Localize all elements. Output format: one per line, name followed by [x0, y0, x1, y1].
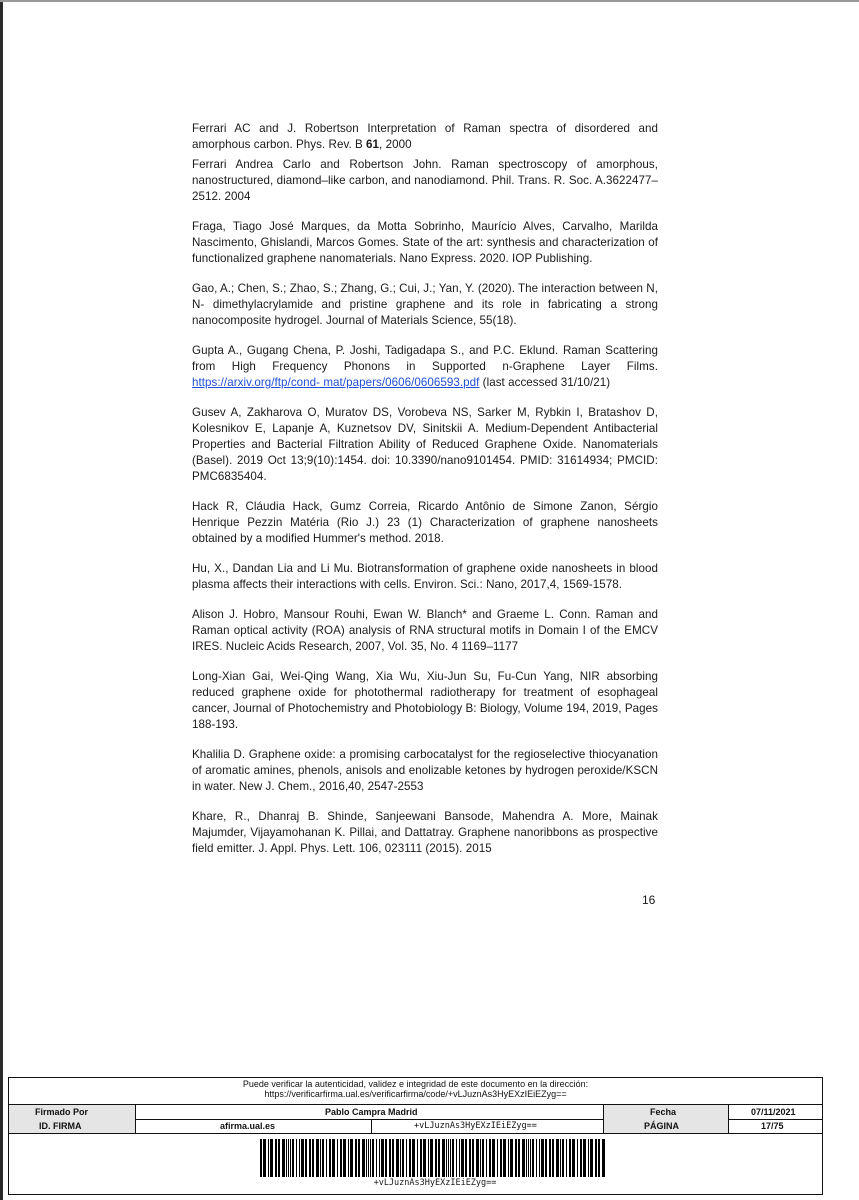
barcode-bar: [309, 1139, 311, 1177]
barcode-bar: [450, 1139, 451, 1177]
reference-entry: Gao, A.; Chen, S.; Zhao, S.; Zhang, G.; Cui, J.; Yan, Y. (2020). The interaction between N, N- dimethylacrylamide and pristine graphene and its role in fabricating a strong nanocomposite hydrogel. Journal of Materials Science, 55(18).: [192, 282, 658, 327]
reference-entry: Hu, X., Dandan Lia and Li Mu. Biotransformation of graphene oxide nanosheets in blood plasma affects their interactions with cells. Environ. Sci.: Nano, 2017,4, 1569-1578.: [192, 562, 658, 591]
barcode-bar: [602, 1139, 605, 1177]
reference-entry: Khalilia D. Graphene oxide: a promising carbocatalyst for the regioselective thiocyanation of aromatic amines, phenols, anisols and enolizable ketones by hydrogen peroxide/KSCN in water. New J. Chem., 2016,40, 2547-2553: [192, 748, 658, 793]
barcode-bar: [392, 1139, 394, 1177]
cell-divider: [728, 1119, 729, 1133]
barcode-bar: [278, 1139, 280, 1177]
barcode-bar: [312, 1139, 314, 1177]
barcode-bar: [286, 1139, 287, 1177]
barcode-text: +vLJuznAs3HyEXzIEiEZyg==: [373, 1178, 497, 1188]
barcode-bar: [412, 1139, 415, 1177]
barcode-bar: [461, 1139, 464, 1177]
barcode-bar: [583, 1139, 586, 1177]
barcode-bar: [381, 1139, 384, 1177]
barcode-bar: [588, 1139, 589, 1177]
barcode-bar: [442, 1139, 445, 1177]
page-label: PÁGINA: [604, 1119, 728, 1133]
page-number: 16: [642, 893, 656, 907]
verification-url[interactable]: https://verificarfirma.ual.es/verificarfirma/code/+vLJuznAs3HyEXzIEiEZyg==: [264, 1089, 567, 1099]
barcode-bar: [482, 1139, 484, 1177]
barcode-bar: [500, 1139, 502, 1177]
reference-entry: Alison J. Hobro, Mansour Rouhi, Ewan W. Blanch* and Graeme L. Conn. Raman and Raman optical activity (ROA) analysis of RNA structural motifs in Domain I of the EMCV IRES. Nucleic Acids Research, 2007, Vol. 35, No. 4 1169–1177: [192, 608, 658, 653]
page-value: 17/75: [761, 1121, 784, 1131]
barcode-bar: [469, 1139, 471, 1177]
barcode-bar: [406, 1139, 407, 1177]
barcode-bar: [260, 1139, 262, 1177]
barcode-bar: [417, 1139, 418, 1177]
barcode-bar: [366, 1139, 367, 1177]
barcode-bar: [577, 1139, 578, 1177]
barcode-bar: [385, 1139, 387, 1177]
verification-notice: [8, 1079, 823, 1099]
barcode-bar: [275, 1139, 277, 1177]
barcode-bar: [489, 1139, 491, 1177]
barcode-bar: [348, 1139, 349, 1177]
barcode-bar: [296, 1139, 297, 1177]
id-host: afirma.ual.es: [220, 1121, 276, 1131]
signer-row: [9, 1104, 822, 1120]
barcode-bar: [569, 1139, 571, 1177]
barcode-bar: [263, 1139, 266, 1177]
barcode-bar: [528, 1139, 529, 1177]
id-label: ID. FIRMA: [9, 1119, 135, 1133]
barcode-bar: [518, 1139, 520, 1177]
barcode-bar: [420, 1139, 422, 1177]
barcode-bar: [476, 1139, 479, 1177]
barcode-bar: [332, 1139, 335, 1177]
barcode-bar: [539, 1139, 540, 1177]
barcode-bar: [562, 1139, 564, 1177]
barcode-bar: [456, 1139, 457, 1177]
barcode-bar: [515, 1139, 517, 1177]
barcode-bar: [368, 1139, 369, 1177]
barcode-bar: [268, 1139, 269, 1177]
reference-entry: Gupta A., Gugang Chena, P. Joshi, Tadigadapa S., and P.C. Eklund. Raman Scattering from High Frequency Phonons in Supported n-Graphene Layer Films. https://arxiv.org/ftp/cond- mat/papers/0606/0606593.pdf (last accessed 31/10/21): [192, 344, 658, 389]
barcode-bar: [358, 1139, 360, 1177]
barcode-bar: [372, 1139, 374, 1177]
barcode-bar: [532, 1139, 534, 1177]
barcode-bar: [497, 1139, 498, 1177]
barcode-bar: [290, 1139, 291, 1177]
date-label: Fecha: [604, 1105, 728, 1119]
barcode-bar: [370, 1139, 371, 1177]
barcode-bar: [522, 1139, 525, 1177]
barcode-bar: [549, 1139, 551, 1177]
barcode-bar: [396, 1139, 399, 1177]
reference-list: [192, 121, 658, 857]
barcode-bar: [322, 1139, 324, 1177]
cell-divider: [135, 1105, 136, 1119]
barcode-bar: [362, 1139, 365, 1177]
barcode-bar: [541, 1139, 544, 1177]
barcode-bar: [343, 1139, 346, 1177]
signed-by-label: Firmado Por: [9, 1105, 135, 1119]
barcode-bar: [400, 1139, 401, 1177]
barcode-bar: [326, 1139, 327, 1177]
barcode-bar: [438, 1139, 440, 1177]
barcode-bar: [376, 1139, 377, 1177]
page-top-edge: [0, 0, 859, 2]
barcode-bar: [446, 1139, 447, 1177]
barcode-bar: [560, 1139, 561, 1177]
barcode-bar: [402, 1139, 404, 1177]
barcode-bar: [282, 1139, 285, 1177]
volume-number: 61: [366, 138, 380, 151]
barcode-bar: [536, 1139, 537, 1177]
barcode-bar: [340, 1139, 342, 1177]
barcode-bar: [598, 1139, 600, 1177]
barcode-bar: [409, 1139, 411, 1177]
barcode-bar: [530, 1139, 531, 1177]
reference-entry: Fraga, Tiago José Marques, da Motta Sobrinho, Maurício Alves, Carvalho, Marilda Nascimento, Ghislandi, Marcos Gomes. State of the art: synthesis and characterization of functionalized graphene nanomaterials. Nano Express. 2020. IOP Publishing.: [192, 220, 658, 265]
barcode-bar: [486, 1139, 487, 1177]
barcode-bar: [435, 1139, 437, 1177]
barcode-bar: [545, 1139, 547, 1177]
reference-entry: Long-Xian Gai, Wei-Qing Wang, Xia Wu, Xiu-Jun Su, Fu-Cun Yang, NIR absorbing reduced graphene oxide for photothermal radiotherapy for treatment of esophageal cancer, Journal of Photochemistry and Photobiology B: Biology, Volume 194, 2019, Pages 188-193.: [192, 670, 658, 731]
barcode-bar: [480, 1139, 481, 1177]
barcode-bar: [566, 1139, 567, 1177]
barcode-bar: [292, 1139, 294, 1177]
barcode-bar: [270, 1139, 273, 1177]
barcode-bar: [301, 1139, 304, 1177]
barcode-bar: [552, 1139, 554, 1177]
barcode-bar: [465, 1139, 467, 1177]
barcode-bar: [305, 1139, 307, 1177]
barcode-bar: [423, 1139, 426, 1177]
barcode-bar: [452, 1139, 454, 1177]
barcode-bar: [580, 1139, 582, 1177]
signature-stamp: [8, 1077, 823, 1195]
barcode-bar: [508, 1139, 509, 1177]
reference-entry: Ferrari AC and J. Robertson Interpretation of Raman spectra of disordered and amorphous carbon. Phys. Rev. B 61, 2000: [192, 122, 658, 151]
signer-name: Pablo Campra Madrid: [325, 1107, 418, 1117]
barcode-bar: [288, 1139, 289, 1177]
barcode-bar: [389, 1139, 391, 1177]
barcode-bar: [379, 1139, 380, 1177]
barcode-bar: [472, 1139, 474, 1177]
barcode-bar: [337, 1139, 338, 1177]
reference-entry: Gusev A, Zakharova O, Muratov DS, Vorobeva NS, Sarker M, Rybkin I, Bratashov D, Kolesnikov E, Lapanje A, Kuznetsov DV, Sinitskii A. Medium-Dependent Antibacterial Properties and Bacterial Filtration Ability of Reduced Graphene Oxide. Nanomaterials (Basel). 2019 Oct 13;9(10):1454. doi: 10.3390/nano9101454. PMID: 31614934; PMCID: PMC6835404.: [192, 406, 658, 483]
reference-link[interactable]: https://arxiv.org/ftp/cond- mat/papers/0606/0606593.pdf: [192, 376, 480, 389]
barcode-bar: [350, 1139, 353, 1177]
verification-notice-text: Puede verificar la autenticidad, validez e integridad de este documento en la dirección:: [242, 1079, 589, 1089]
reference-entry: Hack R, Cláudia Hack, Gumz Correia, Ricardo Antônio de Simone Zanon, Sérgio Henrique Pezzin Matéria (Rio J.) 23 (1) Characterization of graphene nanosheets obtained by a modified Hummer's method. 2018.: [192, 500, 658, 545]
barcode-bar: [590, 1139, 593, 1177]
barcode-bar: [510, 1139, 513, 1177]
barcode-bar: [503, 1139, 506, 1177]
cell-divider: [135, 1119, 136, 1133]
barcode-bar: [299, 1139, 300, 1177]
page-left-edge: [0, 0, 3, 1200]
barcode-bar: [459, 1139, 460, 1177]
id-code: +vLJuznAs3HyEXzIEiEZyg==: [414, 1121, 537, 1131]
barcode-bar: [595, 1139, 597, 1177]
barcode-bar: [428, 1139, 429, 1177]
barcode-bar: [316, 1139, 319, 1177]
barcode-bar: [329, 1139, 331, 1177]
barcode-bar: [556, 1139, 559, 1177]
cell-divider: [371, 1119, 372, 1133]
barcode-bar: [355, 1139, 357, 1177]
reference-entry: Ferrari Andrea Carlo and Robertson John. Raman spectroscopy of amorphous, nanostructured, diamond–like carbon, and nanodiamond. Phil. Trans. R. Soc. A.3622477–2512. 2004: [192, 158, 658, 203]
barcode-bar: [448, 1139, 449, 1177]
barcode-bar: [492, 1139, 495, 1177]
barcode: [260, 1139, 610, 1177]
date-value: 07/11/2021: [751, 1107, 796, 1117]
reference-entry: Khare, R., Dhanraj B. Shinde, Sanjeewani Bansode, Mahendra A. More, Mainak Majumder, Vijayamohanan K. Pillai, and Dattatray. Graphene nanoribbons as prospective field emitter. J. Appl. Phys. Lett. 106, 023111 (2015). 2015: [192, 810, 658, 855]
signature-id-row: [9, 1119, 822, 1134]
barcode-bar: [320, 1139, 321, 1177]
barcode-bar: [572, 1139, 575, 1177]
barcode-bar: [526, 1139, 527, 1177]
cell-divider: [728, 1105, 729, 1119]
barcode-bar: [430, 1139, 433, 1177]
